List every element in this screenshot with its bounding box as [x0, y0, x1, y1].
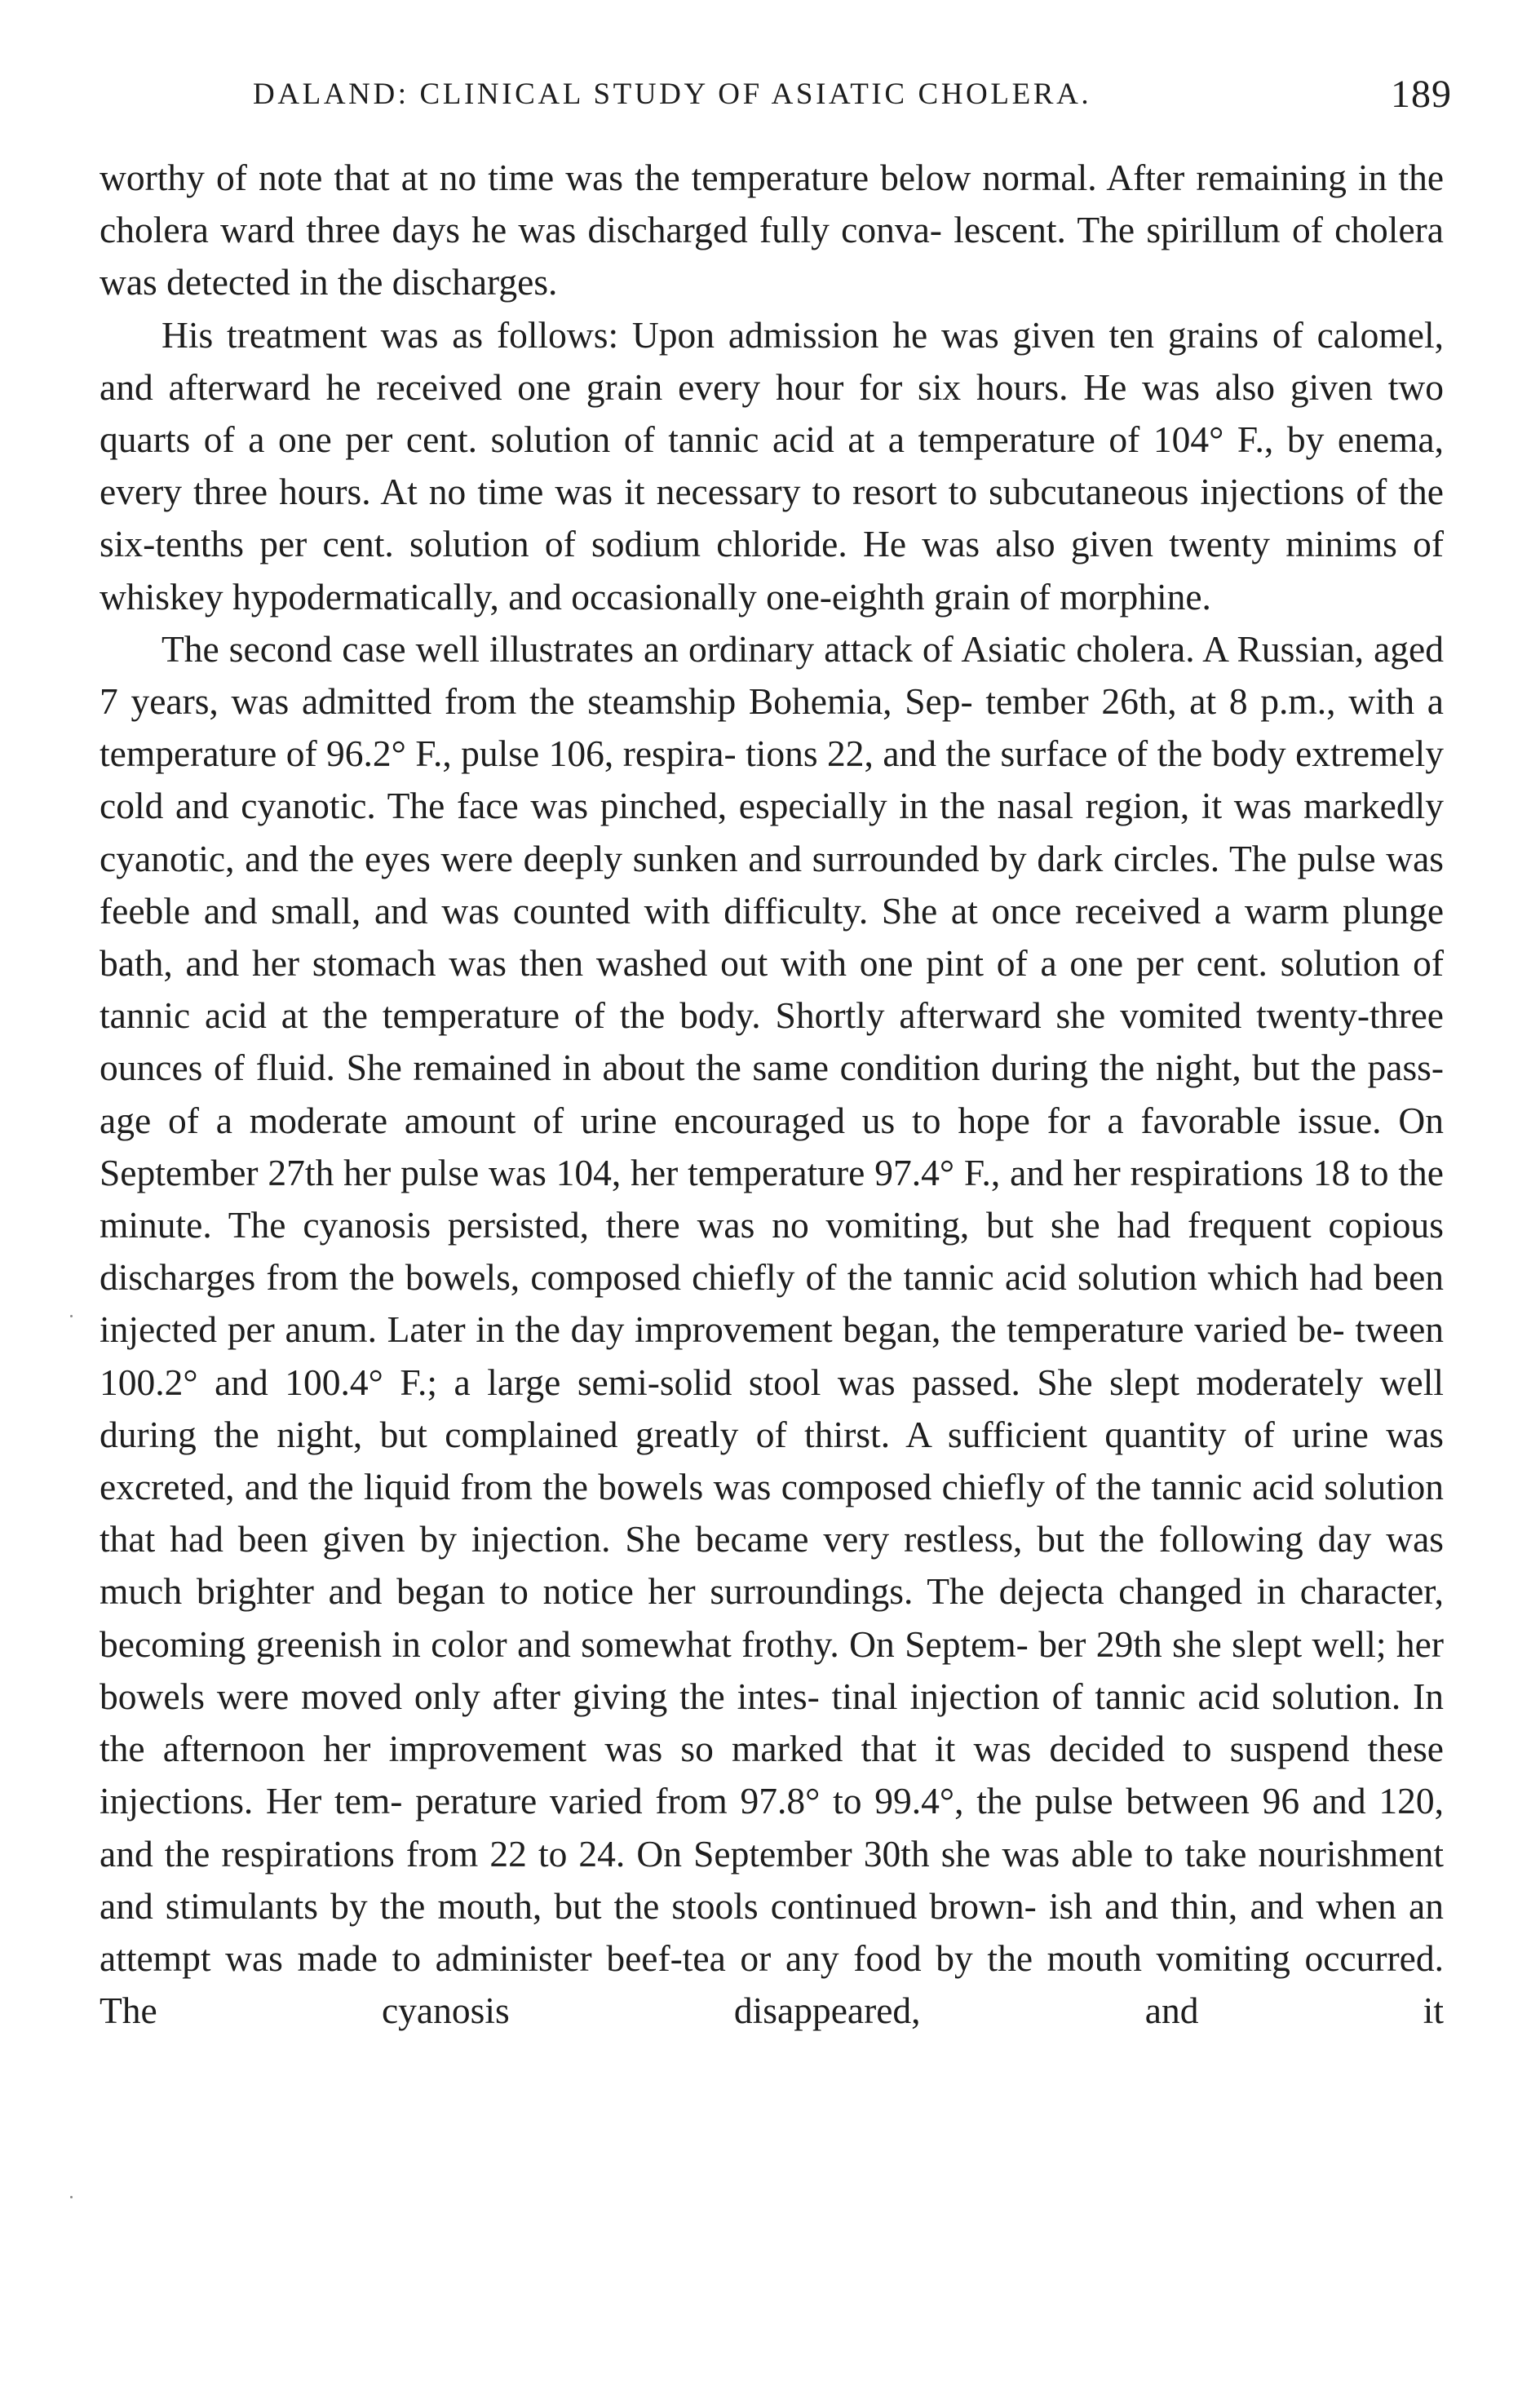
text-line: worthy of note that at no time was the temperature below normal. After: [100, 157, 1185, 198]
text-line: His treatment was as follows: Upon admission he was given ten grains: [162, 313, 1259, 356]
text-line: remaining in the cholera ward three days he was discharged fully conva-: [100, 157, 1445, 251]
running-head: [253, 72, 1452, 121]
text-line: and the eyes were deeply sunken and surrounded by dark circles. The: [245, 837, 1287, 879]
text-line: tions 22, and the surface of the body extremely cold and cyanotic. The: [100, 733, 1444, 827]
page-number: 189: [1391, 73, 1452, 116]
text-line: food by the mouth vomiting occurred. The cyanosis disappeared, and it: [100, 1937, 1445, 2032]
text-line: hypodermatically, and occasionally one-eighth grain of morphine.: [232, 575, 1211, 617]
print-speck: [70, 2196, 73, 2198]
paragraph: [100, 309, 1444, 623]
text-line: and her respirations 18 to the minute. The cyanosis persisted, there was: [100, 1151, 1444, 1246]
paragraph: [100, 152, 1444, 309]
text-line: character, becoming greenish in color and somewhat frothy. On Septem-: [100, 1570, 1445, 1665]
text-line: ber 29th she slept well; her bowels were moved only after giving the intes-: [100, 1622, 1444, 1717]
text-line: was composed chiefly of the tannic acid solution that had been given by: [100, 1466, 1445, 1560]
text-line: no vomiting, but she had frequent copious discharges from the bowels,: [100, 1204, 1445, 1299]
text-line: a temperature of 104° F., by enema, every three hours. At no time was it: [100, 418, 1444, 513]
text-line: A sufficient quantity of urine was excreted, and the liquid from the bowels: [100, 1413, 1445, 1508]
text-line: nourishment and stimulants by the mouth, but the stools continued brown-: [100, 1832, 1445, 1927]
body-text: [100, 152, 1444, 2037]
text-line: composed chiefly of the tannic acid solution which had been injected per: [100, 1256, 1445, 1351]
text-line: solution of sodium chloride. He was also given twenty minims of whiskey: [100, 523, 1444, 617]
text-line: slept moderately well during the night, but complained greatly of thirst.: [100, 1361, 1445, 1455]
text-line: tember 26th, at 8 p.m., with a temperature of 96.2° F., pulse 106, respira-: [100, 680, 1444, 775]
text-line: anum. Later in the day improvement began, the temperature varied be-: [285, 1308, 1345, 1351]
text-line: lescent. The spirillum of cholera was detected in the discharges.: [100, 209, 1444, 303]
running-title: DALAND: CLINICAL STUDY OF ASIATIC CHOLERA.: [253, 77, 1092, 111]
text-line: received a warm plunge bath, and her stomach was then washed out with: [100, 889, 1445, 985]
text-line: respirations from 22 to 24. On September 30th she was able to take: [221, 1832, 1247, 1875]
text-line: ish and thin, and when an attempt was made to administer beef-tea or any: [100, 1884, 1444, 1979]
text-line: necessary to resort to subcutaneous injections of the six-tenths per cent.: [100, 471, 1444, 565]
text-line: He was also given two quarts of a one per cent. solution of tannic acid at: [100, 365, 1444, 461]
text-line: issue. On September 27th her pulse was 104, her temperature 97.4° F.,: [100, 1099, 1444, 1193]
text-line: the body. Shortly afterward she vomited twenty-three ounces of fluid.: [100, 994, 1444, 1089]
text-line: perature varied from 97.8° to 99.4°, the pulse between 96 and 120, and the: [100, 1780, 1445, 1875]
text-line: injection. She became very restless, but the following day was much: [100, 1518, 1444, 1613]
paragraph: [100, 623, 1444, 2037]
text-line: tween 100.2° and 100.4° F.; a large semi-solid stool was passed. She: [100, 1308, 1445, 1403]
text-line: brighter and began to notice her surroundings. The dejecta changed in: [196, 1570, 1286, 1613]
text-line: of calomel, and afterward he received one grain every hour for six hours.: [100, 313, 1444, 408]
text-line: tinal injection of tannic acid solution. In the afternoon her improvement: [100, 1675, 1445, 1770]
text-line: face was pinched, especially in the nasal region, it was markedly cyanotic,: [100, 785, 1445, 879]
text-line: was so marked that it was decided to suspend these injections. Her tem-: [100, 1728, 1445, 1822]
text-line: one pint of a one per cent. solution of tannic acid at the temperature of: [100, 942, 1445, 1037]
text-line: age of a moderate amount of urine encouraged us to hope for a favorable: [100, 1099, 1281, 1141]
text-line: pulse was feeble and small, and was counted with difficulty. She at once: [100, 837, 1445, 932]
print-speck: [70, 1315, 73, 1317]
text-line: A Russian, aged 7 years, was admitted from the steamship Bohemia, Sep-: [100, 627, 1444, 723]
text-line: She remained in about the same condition during the night, but the pass-: [346, 1047, 1445, 1089]
text-line: The second case well illustrates an ordinary attack of Asiatic cholera.: [162, 627, 1195, 670]
